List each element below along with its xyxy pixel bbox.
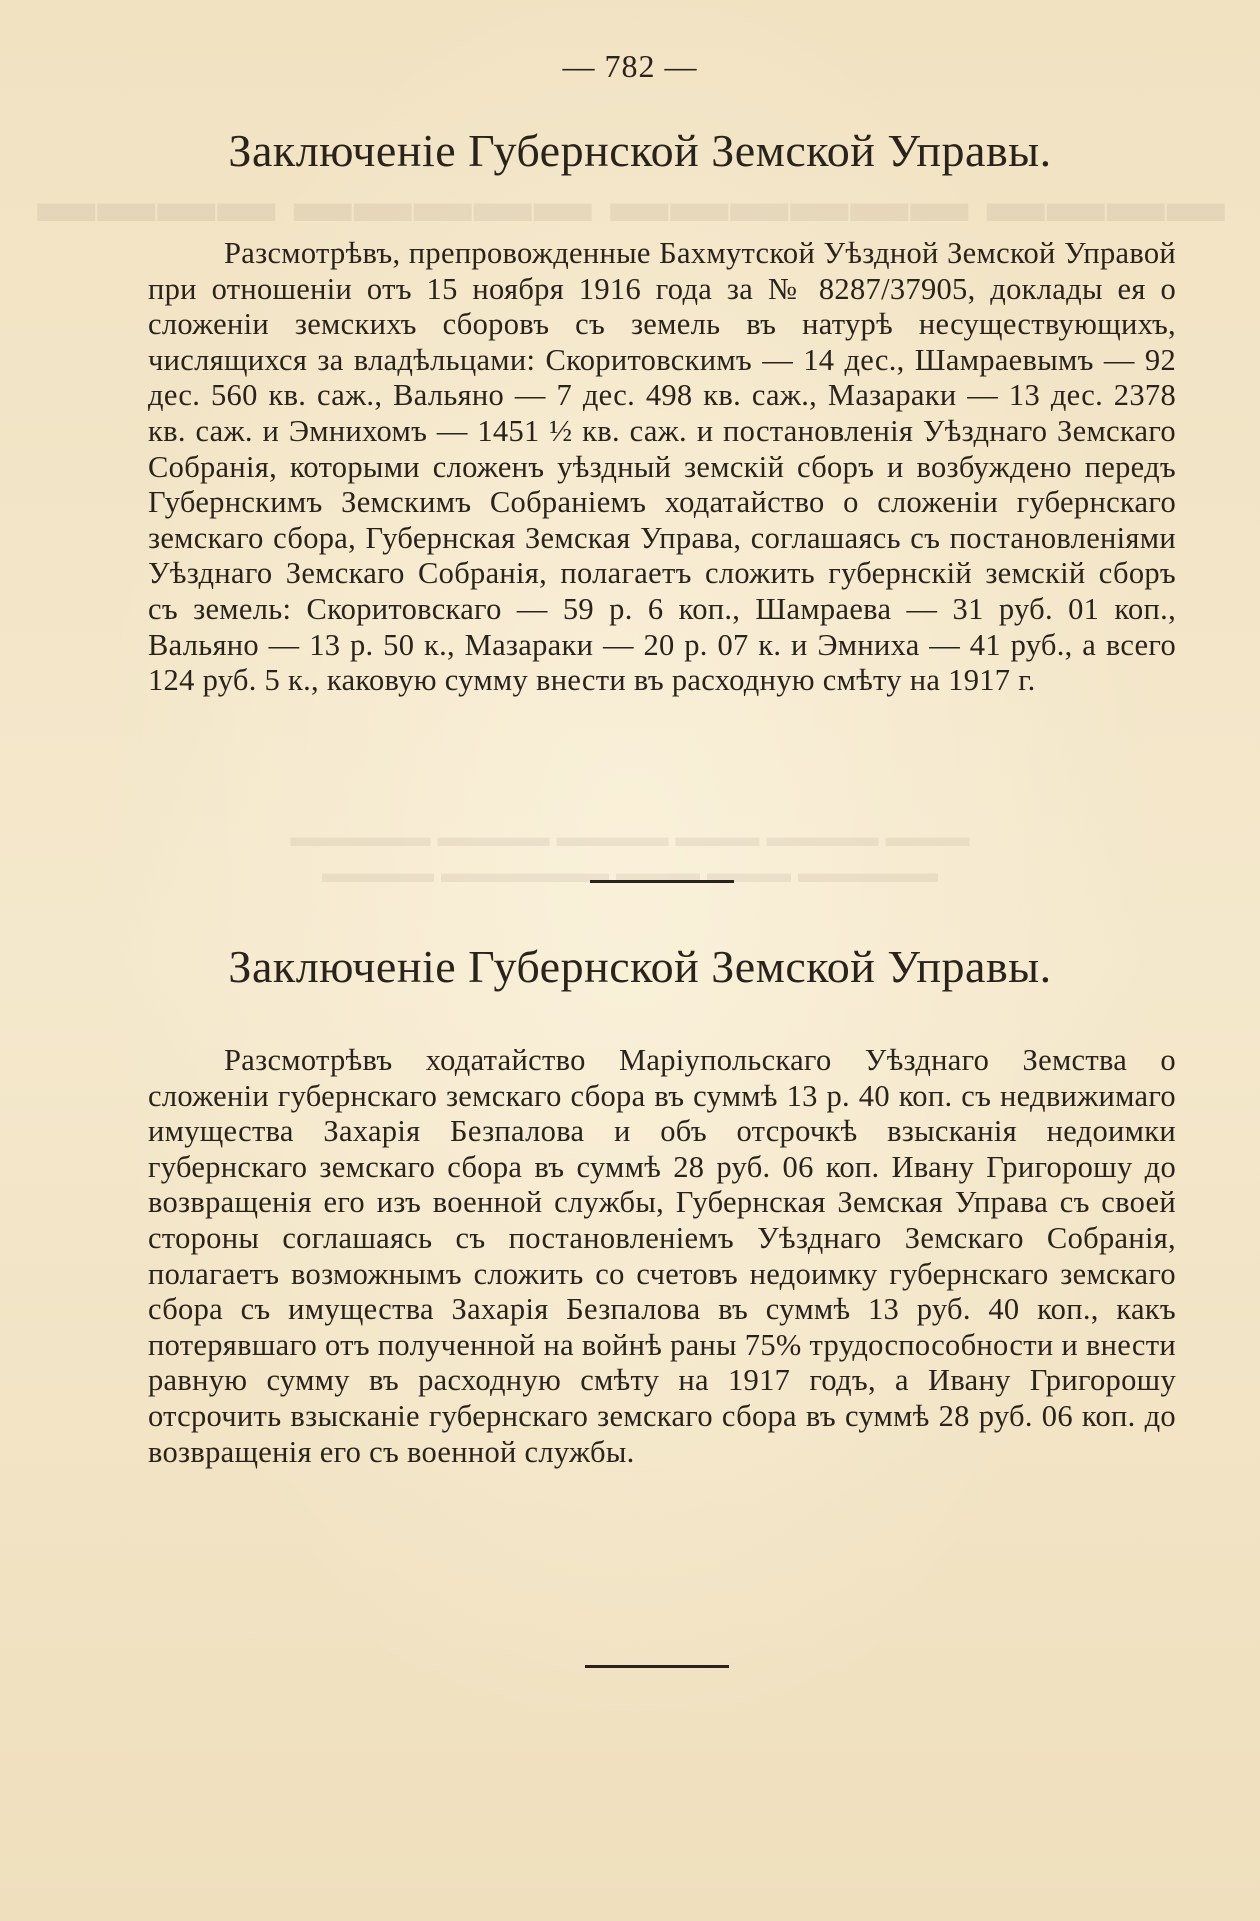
section-paragraph: Разсмотрѣвъ ходатайство Маріупольскаго Уѣзднаго Земства о сложеніи губернскаго земскаго сбора въ суммѣ 13 р. 40 коп. съ недвижимаго имущества Захарія Безпалова и объ отсрочкѣ взысканія недоимки губернскаго земскаго сбора въ суммѣ 28 руб. 06 коп. Ивану Григорошу до возвращенія его изъ военной службы, Губернская Земская Управа съ своей стороны соглашаясь съ постановленіемъ Уѣзднаго Земскаго Собранія, полагаетъ возможнымъ сложить со счетовъ недоимку губернскаго земскаго сбора съ имущества Захарія Безпалова въ суммѣ 13 руб. 40 коп., какъ потерявшаго отъ полученной на войнѣ раны 75% трудоспособности и внести равную сумму въ расходную смѣту на 1917 годъ, а Ивану Григорошу отсрочить взысканіе губернскаго земскаго сбора въ суммѣ 28 руб. 06 коп. до возвращенія его съ военной службы. [148,1043,1176,1469]
show-through-texture-2: ▬▬▬ ▬▬▬▬ ▬▬▬ ▬▬▬▬ ▬▬▬▬ ▬▬▬▬▬ ▬▬▬▬▬ ▬▬▬ ▬▬▬ ▬▬▬▬▬▬ ▬▬▬▬ [290,822,970,889]
section-heading: Заключеніе Губернской Земской Управы. [228,125,1052,176]
show-through-texture: ▬▬▬▬ ▬▬▬▬▬▬ ▬▬▬▬▬ ▬▬▬▬ [35,169,1225,234]
section-heading: Заключеніе Губернской Земской Управы. [228,941,1052,992]
page-number: — 782 — [562,48,698,84]
section-divider [585,1665,729,1668]
section-divider [590,880,734,883]
section-paragraph: Разсмотрѣвъ, препровожденные Бахмутской Уѣздной Земской Управой при отношеніи отъ 15 ноября 1916 года за № 8287/37905, доклады ея о сложеніи земскихъ сборовъ съ земель въ натурѣ несуществующихъ, числящихся за владѣльцами: Скоритовскимъ — 14 дес., Шамраевымъ — 92 дес. 560 кв. саж., Вальяно — 7 дес. 498 кв. саж., Мазараки — 13 дес. 2378 кв. саж. и Эмнихомъ — 1451 ½ кв. саж. и постановленія Уѣзднаго Земскаго Собранія, которыми сложенъ уѣздный земскій сборъ и возбуждено передъ Губернскимъ Земскимъ Собраніемъ ходатайство о сложеніи губернскаго земскаго сбора, Губернская Земская Управа, соглашаясь съ постановленіями Уѣзднаго Земскаго Собранія, полагаетъ сложить губернскій земскій сборъ съ земель: Скоритовскаго — 59 р. 6 коп., Шамраева — 31 руб. 01 коп., Вальяно — 13 р. 50 к., Мазараки — 20 р. 07 к. и Эмниха — 41 руб., а всего 124 руб. 5 к., каковую сумму внести въ расходную смѣту на 1917 г. [148,236,1176,698]
